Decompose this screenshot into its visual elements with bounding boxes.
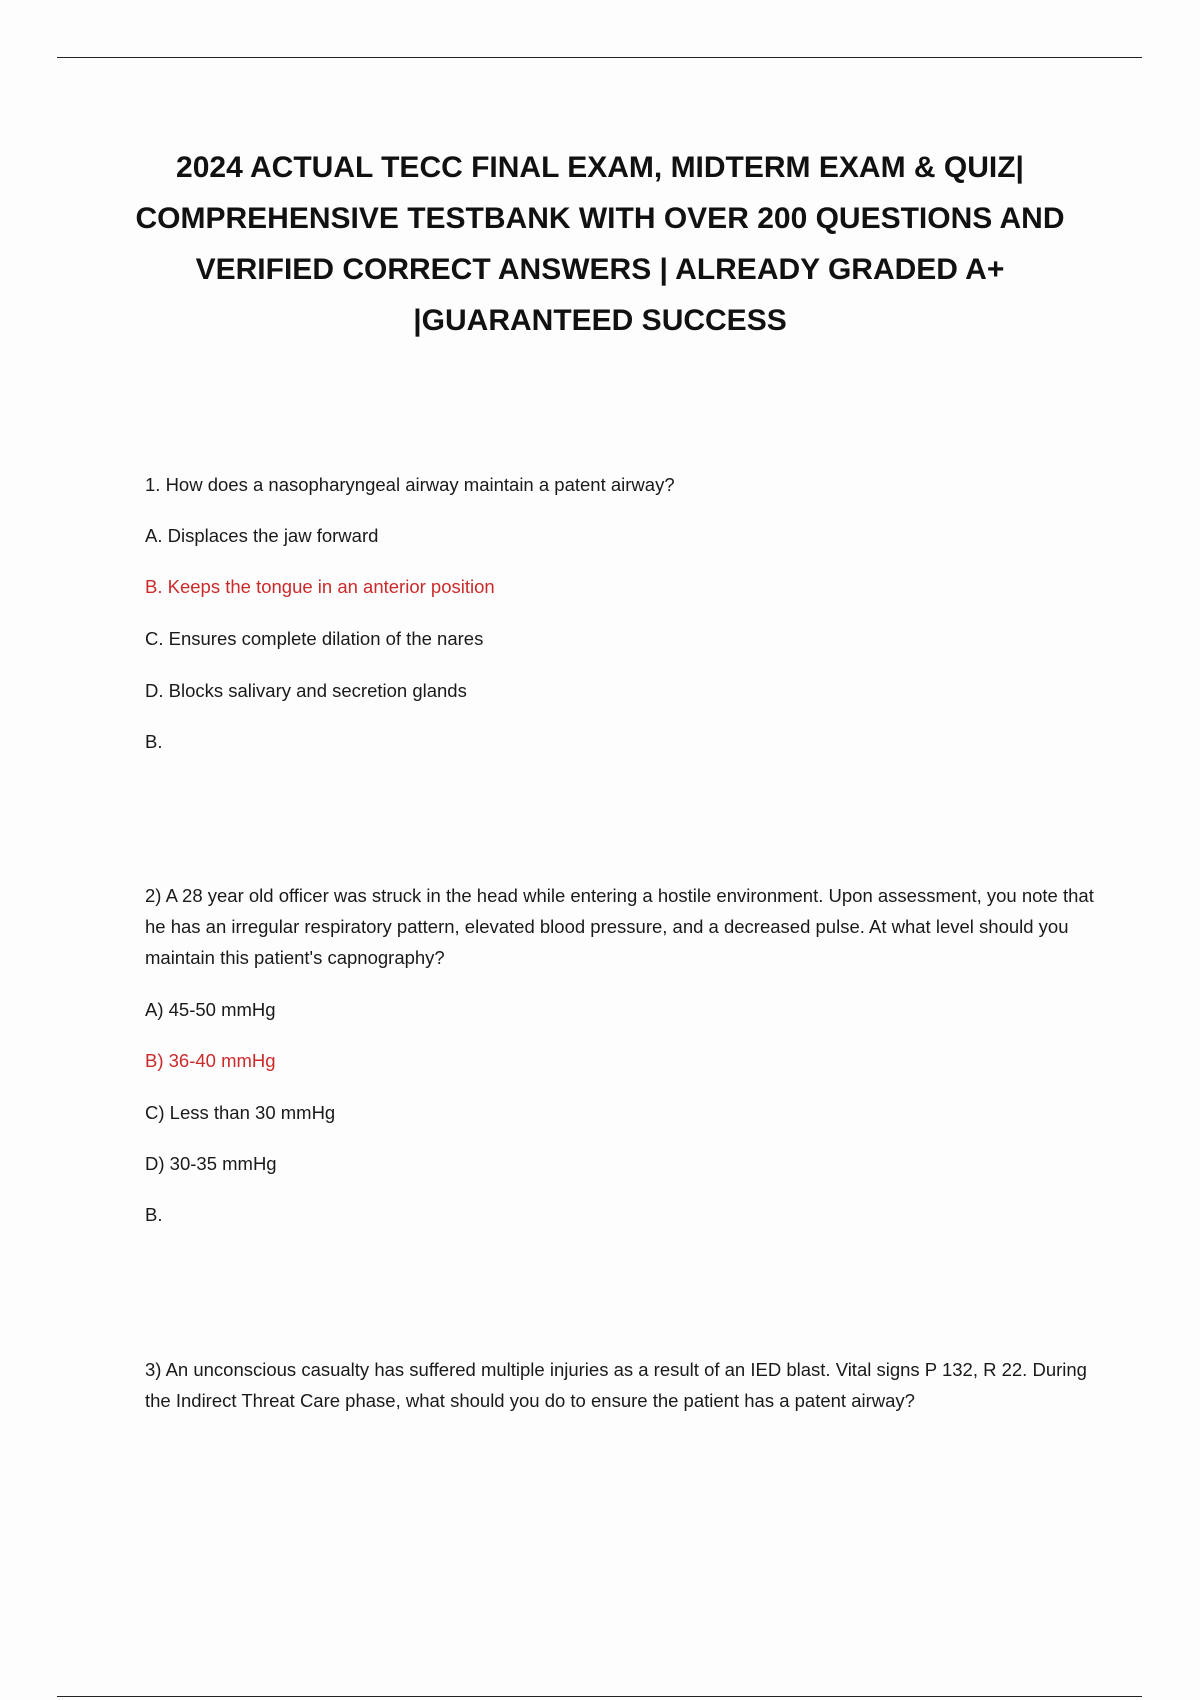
question-1-option-d: D. Blocks salivary and secretion glands	[145, 680, 467, 701]
question-1-option-c: C. Ensures complete dilation of the nares	[145, 628, 484, 649]
question-2-option-b-correct: B) 36-40 mmHg	[145, 1050, 276, 1071]
question-3-prompt: 3) An unconscious casualty has suffered multiple injuries as a result of an IED blast. Vital signs P 132, R 22. During the Indirect Threat Care phase, what should you do to ensure the patient has a patent airway?	[145, 1359, 1087, 1411]
question-1-option-b-correct: B. Keeps the tongue in an anterior position	[145, 576, 495, 597]
header-rule	[57, 57, 1142, 58]
question-2-prompt: 2) A 28 year old officer was struck in the head while entering a hostile environment. Upon assessment, you note that he has an irregular respiratory pattern, elevated blood pressure, and a decreased pulse. At what level should you maintain this patient's capnography?	[145, 885, 1094, 968]
question-1-option-a: A. Displaces the jaw forward	[145, 525, 379, 546]
question-2-option-d: D) 30-35 mmHg	[145, 1153, 277, 1174]
question-1-prompt: 1. How does a nasopharyngeal airway maintain a patent airway?	[145, 474, 675, 495]
footer-rule	[57, 1696, 1142, 1697]
question-2-option-a: A) 45-50 mmHg	[145, 999, 276, 1020]
question-2-option-c: C) Less than 30 mmHg	[145, 1102, 336, 1123]
question-2-answer: B.	[145, 1204, 163, 1225]
question-1-answer: B.	[145, 731, 163, 752]
document-title: 2024 ACTUAL TECC FINAL EXAM, MIDTERM EXAM & QUIZ| COMPREHENSIVE TESTBANK WITH OVER 200 QUESTIONS AND VERIFIED CORRECT ANSWERS | ALREADY GRADED A+ |GUARANTEED SUCCESS	[135, 151, 1065, 337]
